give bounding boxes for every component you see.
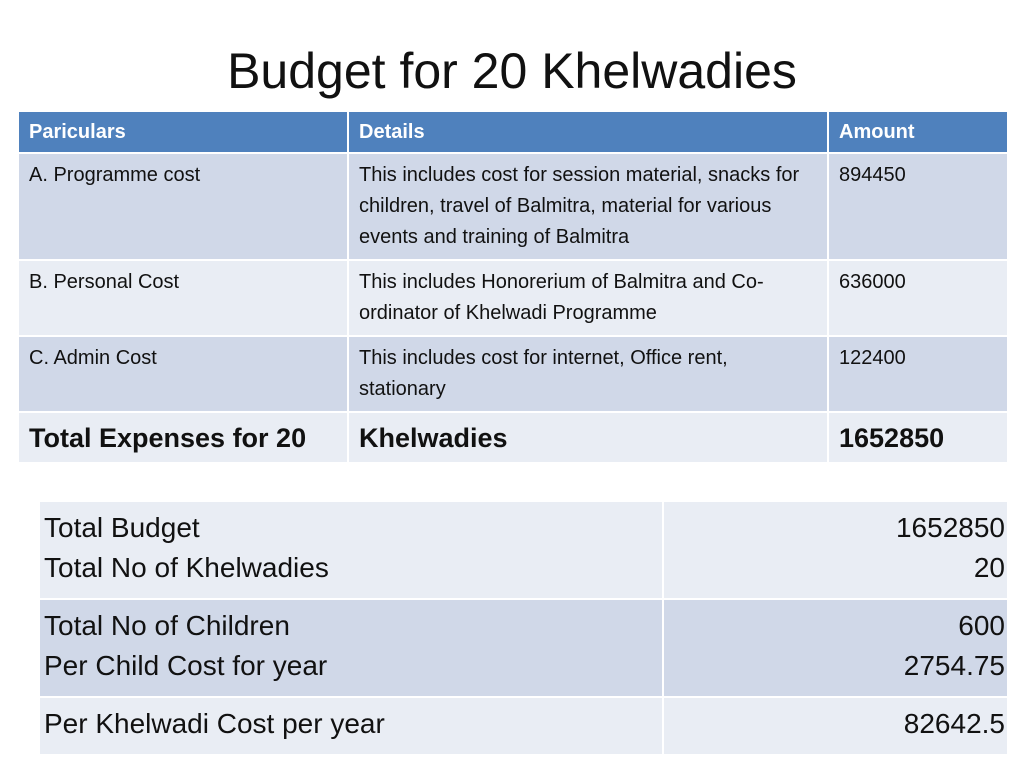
summary-label: Total Budget: [40, 502, 663, 548]
row-details: This includes Honorerium of Balmitra and Co-ordinator of Khelwadi Programme: [348, 260, 828, 336]
page-title: Budget for 20 Khelwadies: [227, 43, 797, 99]
table-row: [18, 336, 1008, 412]
summary-table: [40, 502, 1009, 754]
summary-value: 600: [663, 599, 1008, 646]
header-details: Details: [348, 111, 828, 153]
header-amount: Amount: [828, 111, 1008, 153]
summary-row: [40, 697, 1008, 754]
summary-label: Total No of Khelwadies: [40, 548, 663, 599]
summary-label: Per Child Cost for year: [40, 646, 663, 697]
summary-value: 2754.75: [663, 646, 1008, 697]
total-label: Total Expenses for 20: [18, 412, 348, 463]
table-row: [18, 260, 1008, 336]
summary-value: 20: [663, 548, 1008, 599]
header-particulars: Pariculars: [18, 111, 348, 153]
row-amount: 122400: [828, 336, 1008, 412]
summary-value: 1652850: [663, 502, 1008, 548]
summary-row: [40, 502, 1008, 548]
budget-table: [17, 110, 1009, 464]
total-row: [18, 412, 1008, 463]
summary-label: Per Khelwadi Cost per year: [40, 697, 663, 754]
table-row: [18, 153, 1008, 260]
row-amount: 894450: [828, 153, 1008, 260]
summary-row: [40, 548, 1008, 599]
summary-label: Total No of Children: [40, 599, 663, 646]
total-label-continued: Khelwadies: [348, 412, 828, 463]
row-amount: 636000: [828, 260, 1008, 336]
row-details: This includes cost for internet, Office rent, stationary: [348, 336, 828, 412]
total-amount: 1652850: [828, 412, 1008, 463]
summary-row: [40, 599, 1008, 646]
row-particular: A. Programme cost: [18, 153, 348, 260]
row-particular: B. Personal Cost: [18, 260, 348, 336]
table-header-row: [18, 111, 1008, 153]
summary-row: [40, 646, 1008, 697]
summary-value: 82642.5: [663, 697, 1008, 754]
row-details: This includes cost for session material, snacks for children, travel of Balmitra, material for various events and training of Balmitra: [348, 153, 828, 260]
row-particular: C. Admin Cost: [18, 336, 348, 412]
